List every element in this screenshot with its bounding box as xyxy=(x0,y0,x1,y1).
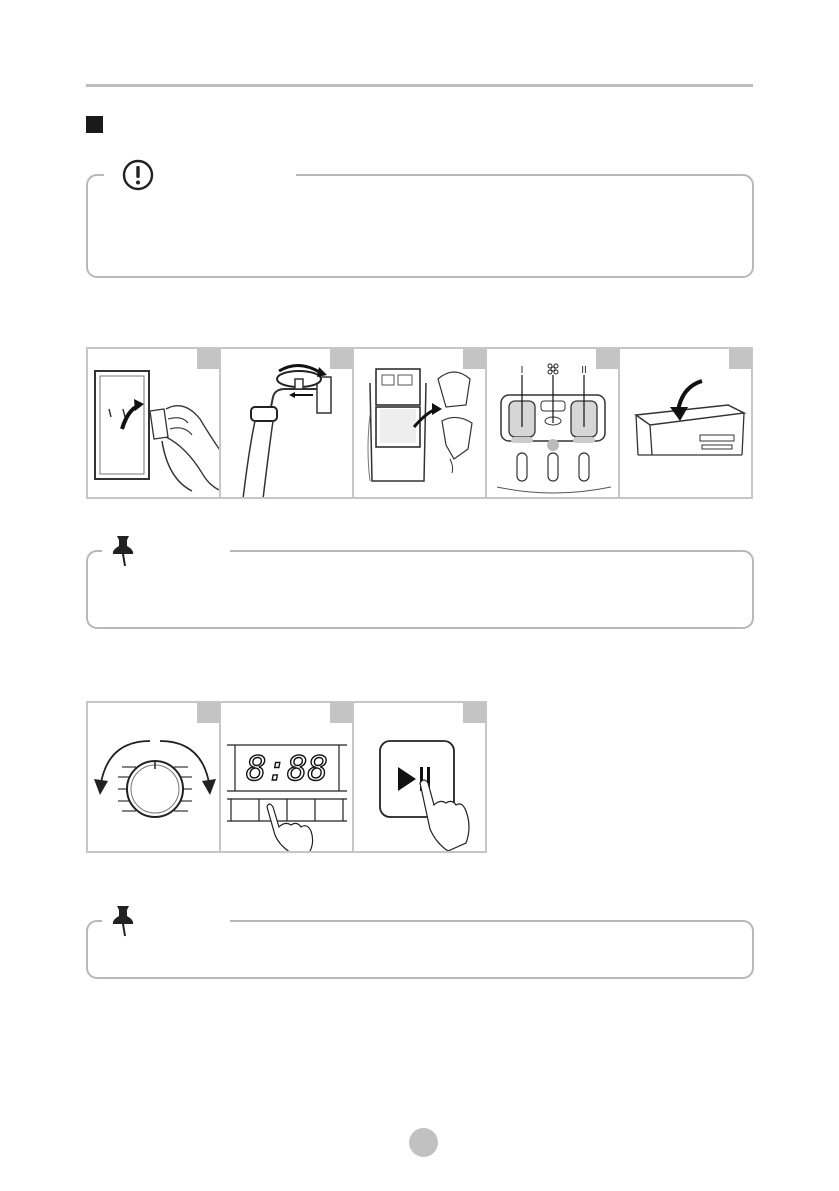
step-panel-close-lid xyxy=(618,347,753,499)
header-rule xyxy=(86,84,753,87)
step-panel-detergent-drawer xyxy=(485,347,620,499)
detergent-drawer-icon xyxy=(487,349,620,499)
pushpin-icon xyxy=(108,532,138,568)
drawer-compartment-label-right: II xyxy=(581,365,587,376)
step-panel-water-tap xyxy=(219,347,354,499)
pushpin-icon xyxy=(108,902,138,938)
step-panel-program-knob xyxy=(86,701,221,853)
warning-box xyxy=(86,174,754,278)
program-steps-row xyxy=(86,701,485,853)
prepare-steps-row xyxy=(86,347,751,499)
section-bullet xyxy=(86,116,103,133)
start-pause-button-icon xyxy=(354,703,487,853)
step-panel-display xyxy=(219,701,354,853)
exclamation-circle-icon xyxy=(120,157,156,193)
step-panel-start-pause xyxy=(352,701,487,853)
drawer-compartment-label-left: I xyxy=(520,365,524,376)
open-water-tap-icon xyxy=(221,349,354,499)
step-panel-plug-in xyxy=(86,347,221,499)
step-panel-load-laundry xyxy=(352,347,487,499)
flower-softener-icon xyxy=(548,364,558,374)
program-knob-icon xyxy=(88,703,221,853)
page-number-badge xyxy=(409,1128,438,1157)
close-lid-icon xyxy=(620,349,753,499)
load-laundry-icon xyxy=(354,349,487,499)
display-readout: 8:88 xyxy=(246,749,328,789)
note-box-2 xyxy=(86,920,754,979)
note-box-1 xyxy=(86,550,754,629)
display-buttons-icon xyxy=(221,703,354,853)
plug-in-socket-icon xyxy=(88,349,221,499)
